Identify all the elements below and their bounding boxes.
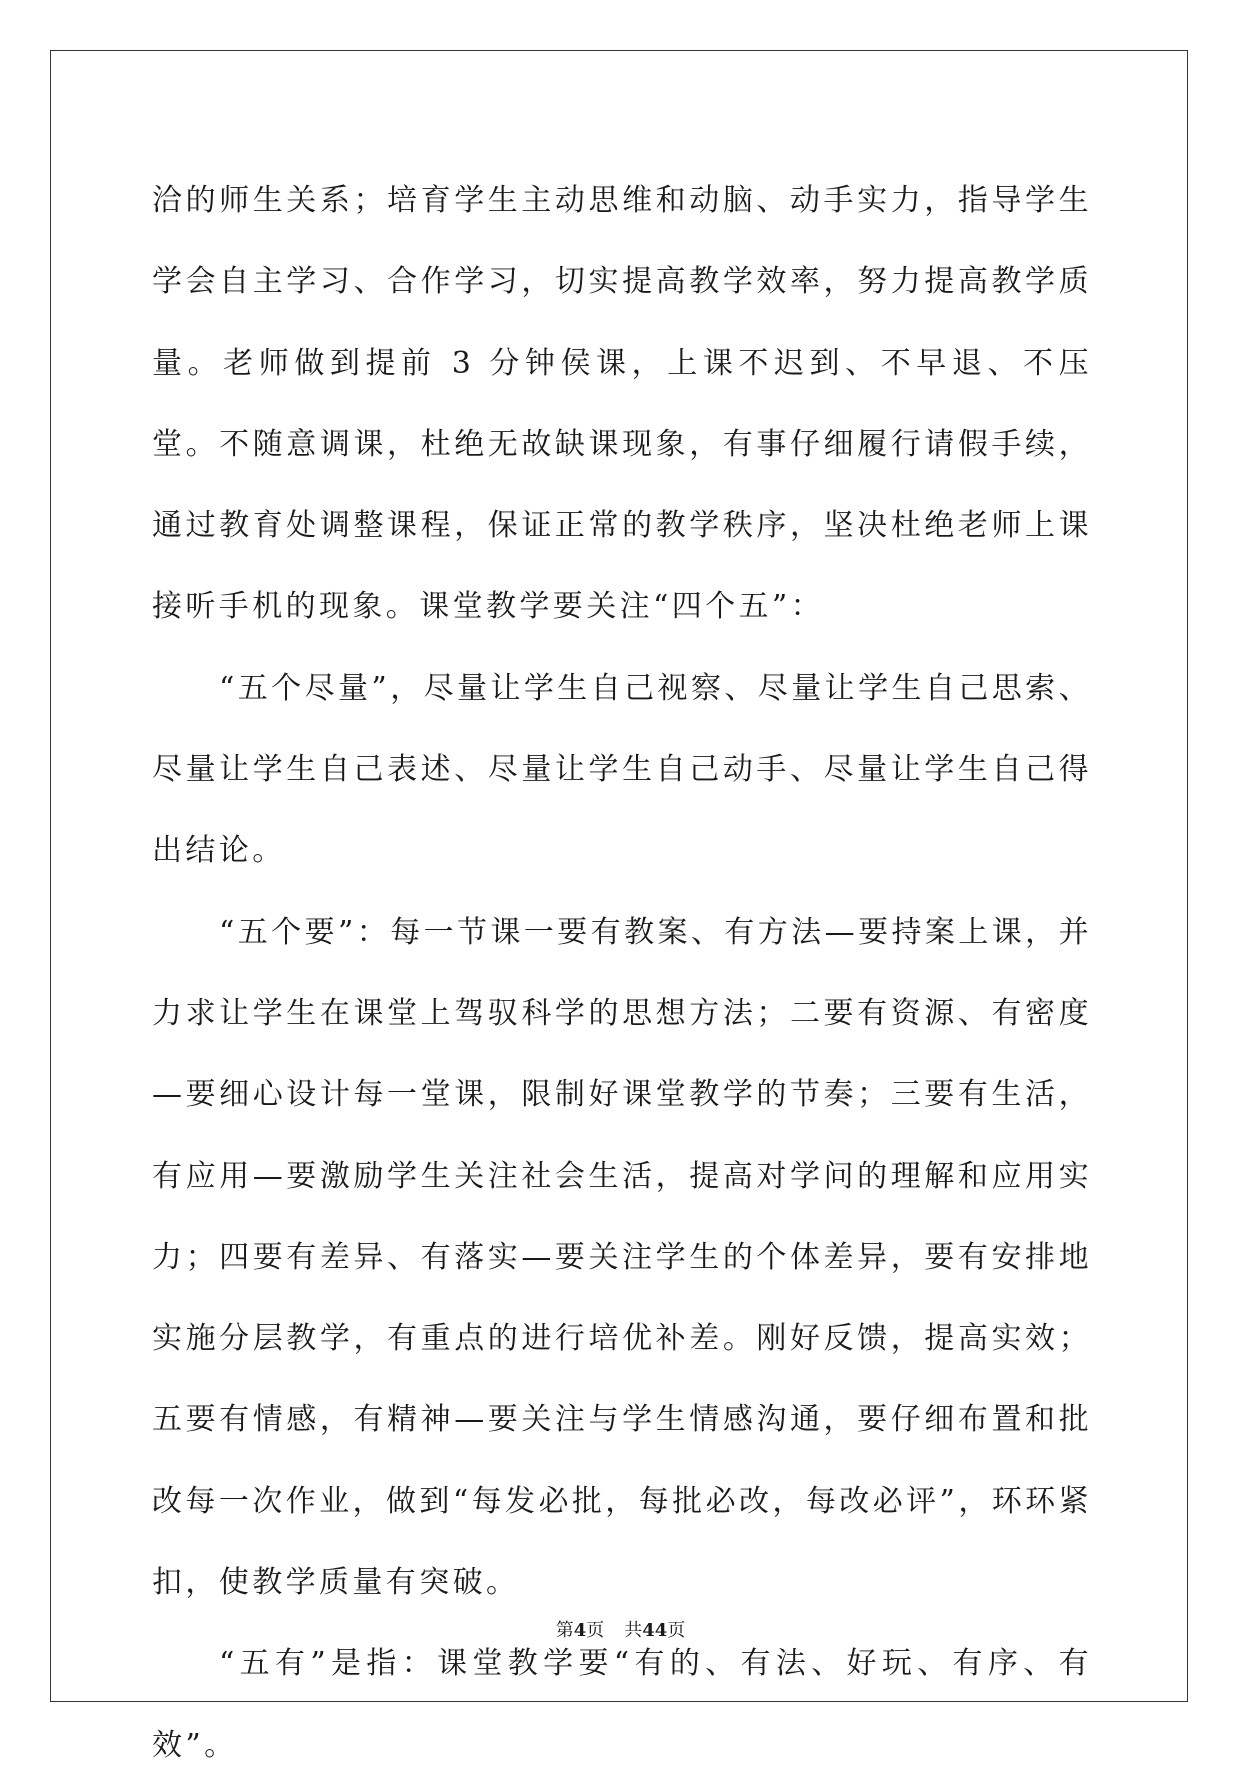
paragraph-2: “五个尽量”，尽量让学生自己视察、尽量让学生自己思索、尽量让学生自己表述、尽量让学生自己动手、尽量让学生自己得出结论。 — [152, 670, 1092, 869]
page-total: 44 — [642, 1620, 668, 1641]
page-current: 4 — [573, 1620, 587, 1641]
total-prefix: 共 — [624, 1620, 643, 1641]
paragraph-3: “五个要”：每一节课一要有教案、有方法—要持案上课，并力求让学生在课堂上驾驭科学的思想方法；二要有资源、有密度—要细心设计每一堂课，限制好课堂教学的节奏；三要有生活，有应用—要激励学生关注社会生活，提高对学问的理解和应用实力；四要有差异、有落实—要关注学生的个体差异，要有安排地实施分层教学，有重点的进行培优补差。刚好反馈，提高实效；五要有情感，有精神—要关注与学生情感沟通，要仔细布置和批改每一次作业，做到“每发必批，每批必改，每改必评”，环环紧扣，使教学质量有突破。 — [152, 914, 1092, 1601]
total-suffix: 页 — [667, 1620, 686, 1641]
paragraph-4: “五有”是指：课堂教学要“有的、有法、好玩、有序、有效”。 — [152, 1646, 1092, 1763]
paragraph-1: 洽的师生关系；培育学生主动思维和动脑、动手实力，指导学生学会自主学习、合作学习，切实提高教学效率，努力提高教学质量。老师做到提前 3 分钟侯课，上课不迟到、不早退、不压堂。不随意调课，杜绝无故缺课现象，有事仔细履行请假手续，通过教育处调整课程，保证正常的教学秩序，坚决杜绝老师上课接听手机的现象。课堂教学要关注“四个五”： — [152, 183, 1092, 625]
document-body — [152, 160, 1092, 1786]
page-prefix: 第 — [555, 1620, 574, 1641]
page-suffix: 页 — [586, 1620, 605, 1641]
page-footer — [0, 1616, 1241, 1642]
